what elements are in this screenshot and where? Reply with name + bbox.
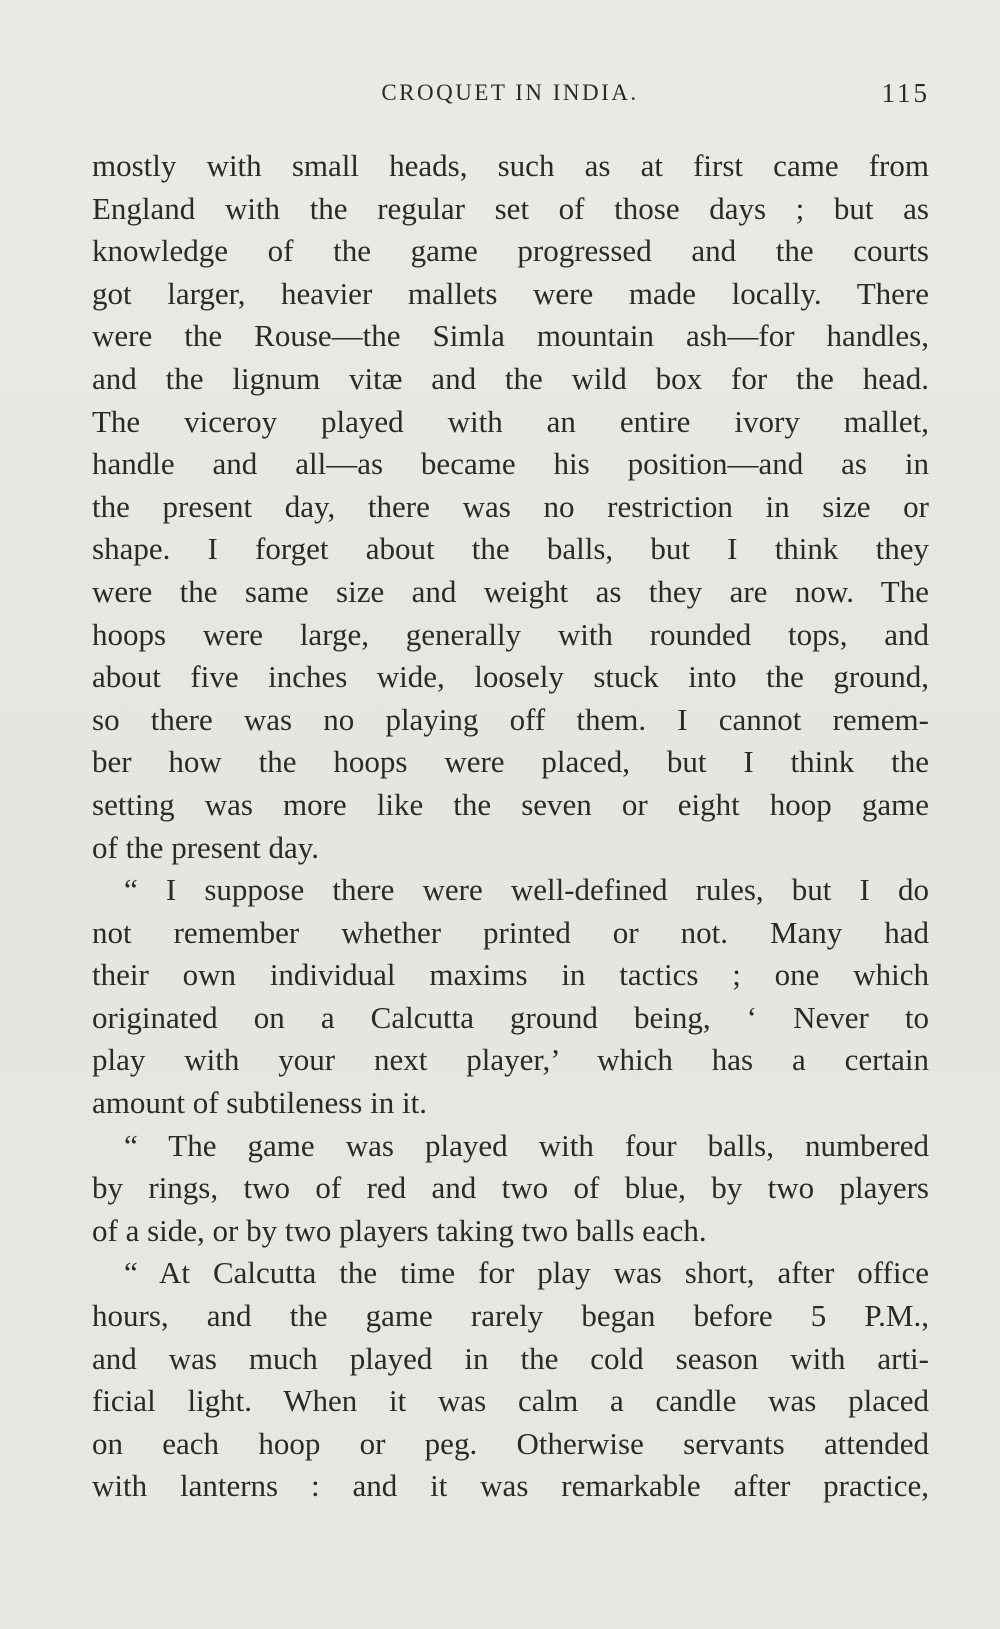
text-line: ber how the hoops were placed, but I think the — [92, 744, 929, 780]
text-line: hoops were large, generally with rounded tops, and — [92, 616, 929, 652]
text-line: play with your next player,’ which has a certain — [92, 1042, 929, 1078]
text-line: of the present day. — [92, 829, 319, 865]
text-line: “ At Calcutta the time for play was short, after office — [124, 1255, 929, 1291]
text-line: amount of subtileness in it. — [92, 1085, 427, 1121]
text-line: England with the regular set of those days ; but as — [92, 190, 929, 226]
text-line: “ I suppose there were well-defined rules, but I do — [124, 872, 929, 908]
text-line: of a side, or by two players taking two balls each. — [92, 1212, 707, 1248]
text-line: “ The game was played with four balls, numbered — [124, 1127, 929, 1163]
text-line: and the lignum vitæ and the wild box for the head. — [92, 360, 929, 396]
text-line: The viceroy played with an entire ivory mallet, — [92, 403, 929, 439]
text-line: handle and all—as became his position—and as in — [92, 446, 929, 482]
text-line: about five inches wide, loosely stuck into the ground, — [92, 659, 929, 695]
text-line: hours, and the game rarely began before 5 P.M., — [92, 1298, 929, 1334]
text-line: ficial light. When it was calm a candle was placed — [92, 1383, 929, 1419]
running-head — [90, 80, 930, 116]
text-line: were the Rouse—the Simla mountain ash—for handles, — [92, 318, 929, 354]
text-line: originated on a Calcutta ground being, ‘ Never to — [92, 999, 929, 1035]
text-line: knowledge of the game progressed and the courts — [92, 233, 929, 269]
text-line: their own individual maxims in tactics ; one which — [92, 957, 929, 993]
text-line: with lanterns : and it was remarkable after practice, — [92, 1468, 929, 1504]
text-line: setting was more like the seven or eight hoop game — [92, 786, 929, 822]
text-line: were the same size and weight as they are now. The — [92, 573, 929, 609]
text-line: not remember whether printed or not. Many had — [92, 914, 929, 950]
text-line: by rings, two of red and two of blue, by two players — [92, 1170, 929, 1206]
text-line: the present day, there was no restriction in size or — [92, 488, 929, 524]
running-title: CROQUET IN INDIA. — [381, 80, 639, 105]
text-line: shape. I forget about the balls, but I think they — [92, 531, 929, 567]
text-line: got larger, heavier mallets were made locally. There — [92, 275, 929, 311]
page-number: 115 — [881, 78, 930, 108]
text-line: on each hoop or peg. Otherwise servants attended — [92, 1425, 929, 1461]
text-line: mostly with small heads, such as at first came from — [92, 148, 929, 183]
body-text — [92, 145, 929, 1508]
text-line: and was much played in the cold season with arti- — [92, 1340, 929, 1376]
text-line: so there was no playing off them. I cannot remem- — [92, 701, 929, 737]
